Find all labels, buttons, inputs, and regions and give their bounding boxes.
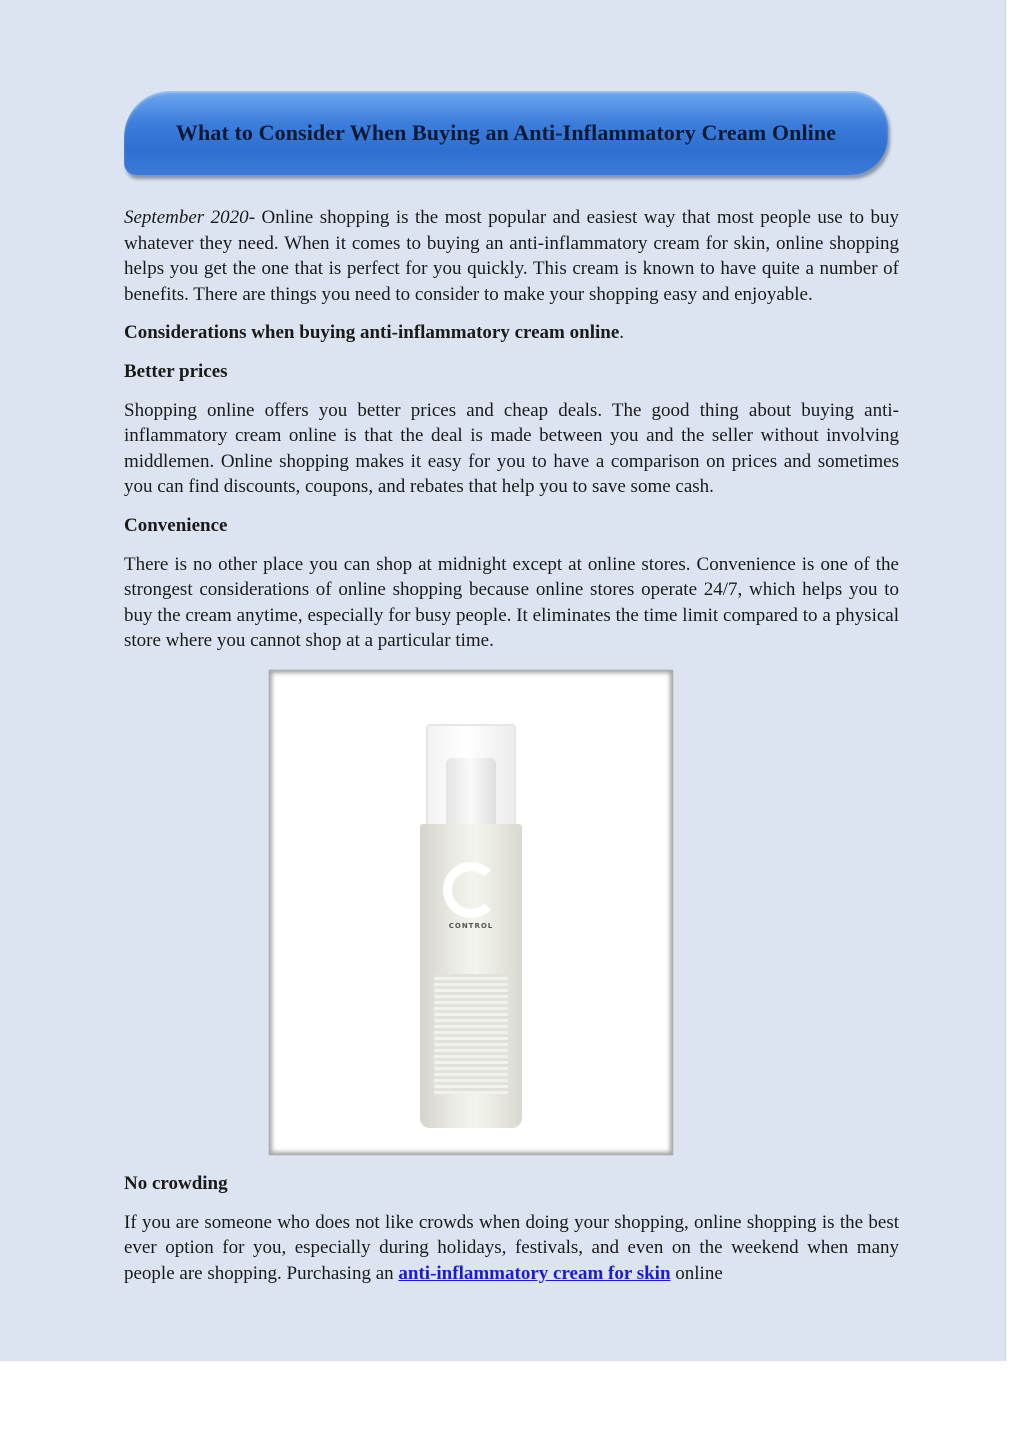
section-heading-better-prices: Better prices: [124, 360, 228, 382]
c-logo-icon: [443, 862, 499, 918]
considerations-heading: Considerations when buying anti-inflammatory cream online.: [124, 322, 625, 344]
bottle-pump: [446, 758, 496, 828]
bottle-brand-label: CONTROL: [448, 921, 494, 930]
section-text-better-prices: Shopping online offers you better prices and cheap deals. The good thing about buying anti-inflammatory cream online is that the deal is made between you and the seller without involving middlemen. Online shopping makes it easy for you to have a comparison on prices and sometimes you can find discounts, coupons, and rebates that help you to save some cash.: [124, 399, 899, 498]
cream-link[interactable]: anti-inflammatory cream for skin: [398, 1262, 671, 1284]
section-text-no-crowding: If you are someone who does not like crowds when doing your shopping, online shopping is the best ever option for you, especially during holidays, festivals, and even on the weekend when many people are shopping. Purchasing an anti-inflammatory cream for skin online: [124, 1211, 899, 1284]
article-body: [124, 205, 899, 1299]
bottle-fine-print: [434, 974, 508, 1094]
product-image: [269, 670, 673, 1155]
page-title: What to Consider When Buying an Anti-Inflammatory Cream Online: [175, 120, 837, 145]
section-heading-no-crowding: No crowding: [124, 1172, 228, 1194]
intro-text: - Online shopping is the most popular and easiest way that most people use to buy whatever they need. When it comes to buying an anti-inflammatory cream for skin, online shopping helps you get the one that is perfect for you quickly. This cream is known to have quite a number of benefits. There are things you need to consider to make your shopping easy and enjoyable.: [124, 207, 899, 305]
cream-bottle-image: [420, 824, 522, 1128]
section-text-convenience: There is no other place you can shop at midnight except at online stores. Convenience is one of the strongest considerations of online shopping because online stores operate 24/7, which helps you to buy the cream anytime, especially for busy people. It eliminates the time limit compared to a physical store where you cannot shop at a particular time.: [124, 553, 899, 652]
publish-date: September 2020: [124, 207, 249, 228]
intro-paragraph: [124, 205, 899, 307]
title-banner: [124, 91, 888, 175]
section-heading-convenience: Convenience: [124, 514, 228, 536]
